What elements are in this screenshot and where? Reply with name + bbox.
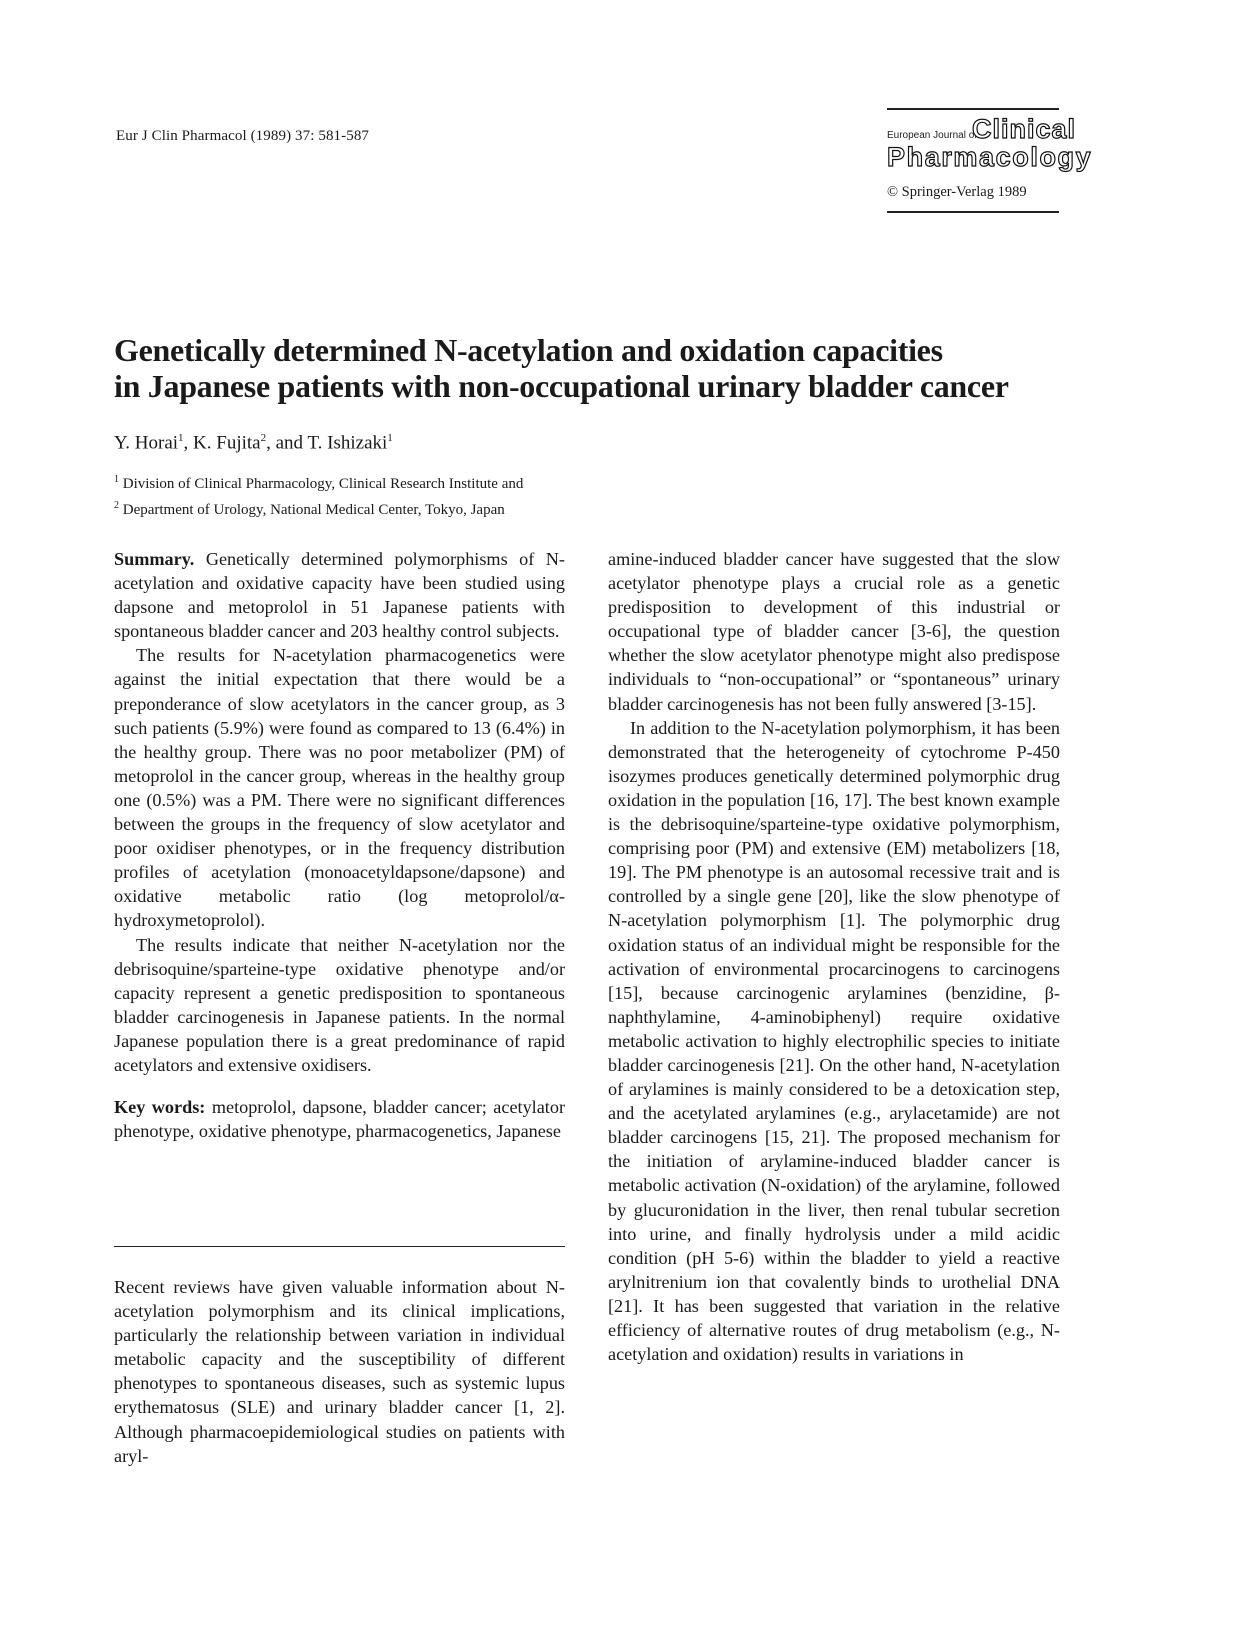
affiliation-line — [114, 495, 523, 521]
author-affil-mark: 1 — [387, 432, 393, 444]
intro-paragraph-1: Recent reviews have given valuable information about N-acetylation polymorphism and its clinical implications, particularly the relationship between variation in individual metabolic capacity and the susceptibility of different phenotypes to spontaneous diseases, such as systemic lupus erythematosus (SLE) and urinary bladder cancer [1, 2]. Although pharmacoepidemiological studies on patients with aryl- — [114, 1277, 565, 1466]
journal-prefix: European Journal of — [887, 130, 978, 141]
author-affil-mark: 2 — [260, 432, 267, 444]
summary-paragraph-1 — [114, 547, 565, 643]
logo-rule-top — [887, 108, 1059, 110]
keywords-text: metoprolol, dapsone, bladder cancer; acetylator phenotype, oxidative phenotype, pharmacogenetics, Japanese — [114, 1097, 565, 1142]
copyright-notice: © Springer-Verlag 1989 — [887, 184, 1027, 200]
title-line-1: Genetically determined N-acetylation and oxidation capacities — [114, 332, 943, 368]
author-name: T. Ishizaki — [307, 432, 388, 454]
keywords — [114, 1095, 565, 1143]
journal-logo-pharmacology: Pharmacology — [887, 142, 1093, 172]
summary-paragraph-3: The results indicate that neither N-acetylation nor the debrisoquine/sparteine-type oxidative phenotype and/or capacity represent a genetic predisposition to spontaneous bladder carcinogenesis in Japanese patients. In the normal Japanese population there is a great predominance of rapid acetylators and extensive oxidisers. — [114, 934, 565, 1075]
summary-label: Summary. — [114, 549, 195, 569]
author-list — [114, 432, 393, 454]
affil-mark: 2 — [114, 500, 119, 511]
author-separator: , and — [266, 432, 308, 454]
summary-paragraph-2: The results for N-acetylation pharmacogenetics were against the initial expectation that there would be a preponderance of slow acetylators in the cancer group, as 3 such patients (5.9%) were found as compared to 13 (6.4%) in the healthy group. There was no poor metabolizer (PM) of metoprolol in the cancer group, whereas in the healthy group one (0.5%) was a PM. There were no significant differences between the groups in the frequency of slow acetylator and poor oxidiser phenotypes, or in the frequency distribution profiles of acetylation (monoacetyldapsone/dapsone) and oxidative metabolic ratio (log metoprolol/α-hydroxymetoprolol). — [114, 645, 565, 931]
article-title — [114, 332, 1114, 404]
journal-logo-clinical: Clinical — [972, 114, 1077, 144]
journal-logo-box — [887, 108, 1093, 212]
intro-column-left — [114, 1275, 565, 1468]
intro-paragraph-1-continued: amine-induced bladder cancer have suggested that the slow acetylator phenotype plays a crucial role as a genetic predisposition to development of this industrial or occupational type of bladder cancer [3-6], the question whether the slow acetylator phenotype might also predispose individuals to “non-occupational” or “spontaneous” urinary bladder carcinogenesis has not been fully answered [3-15]. — [608, 549, 1060, 714]
author-name: Y. Horai — [114, 432, 179, 454]
summary-p1-text: Genetically determined polymorphisms of N-acetylation and oxidative capacity have been studied using dapsone and metoprolol in 51 Japanese patients with spontaneous bladder cancer and 203 healthy control subjects. — [114, 549, 565, 642]
title-line-2: in Japanese patients with non-occupational urinary bladder cancer — [114, 368, 1009, 404]
author-name: K. Fujita — [193, 432, 261, 454]
section-divider — [114, 1246, 565, 1247]
affil-text: Department of Urology, National Medical Center, Tokyo, Japan — [122, 502, 505, 518]
keywords-label: Key words: — [114, 1097, 206, 1118]
affiliations — [114, 469, 523, 521]
affil-text: Division of Clinical Pharmacology, Clinical Research Institute and — [122, 476, 524, 492]
journal-citation: Eur J Clin Pharmacol (1989) 37: 581-587 — [116, 128, 370, 144]
intro-column-right — [608, 547, 1060, 1366]
intro-paragraph-2: In addition to the N-acetylation polymorphism, it has been demonstrated that the heterogeneity of cytochrome P-450 isozymes produces genetically determined polymorphic drug oxidation in the population [16, 17]. The best known example is the debrisoquine/sparteine-type oxidative polymorphism, comprising poor (PM) and extensive (EM) metabolizers [18, 19]. The PM phenotype is an autosomal recessive trait and is controlled by a single gene [20], like the slow phenotype of N-acetylation polymorphism [1]. The polymorphic drug oxidation status of an individual might be responsible for the activation of environmental procarcinogens to carcinogens [15], because carcinogenic arylamines (benzidine, β-naphthylamine, 4-aminobiphenyl) require oxidative metabolic activation to highly electrophilic species to initiate bladder carcinogenesis [21]. On the other hand, N-acetylation of arylamines is mainly considered to be a detoxication step, and the acetylated arylamines (e.g., arylacetamide) are not bladder carcinogens [15, 21]. The proposed mechanism for the initiation of arylamine-induced bladder cancer is metabolic activation (N-oxidation) of the arylamine, followed by glucuronidation in the liver, then renal tubular secretion into urine, and finally hydrolysis under a mild acidic condition (pH 5-6) within the bladder to yield a reactive arylnitrenium ion that covalently binds to urothelial DNA [21]. It has been suggested that variation in the relative efficiency of alternative routes of drug metabolism (e.g., N-acetylation and oxidation) results in variations in — [608, 717, 1060, 1365]
author-affil-mark: 1 — [178, 432, 184, 444]
logo-rule-bottom — [887, 211, 1059, 213]
affiliation-line — [114, 469, 523, 495]
affil-mark: 1 — [114, 474, 119, 485]
summary-column — [114, 547, 565, 1143]
author-separator: , — [183, 432, 194, 454]
